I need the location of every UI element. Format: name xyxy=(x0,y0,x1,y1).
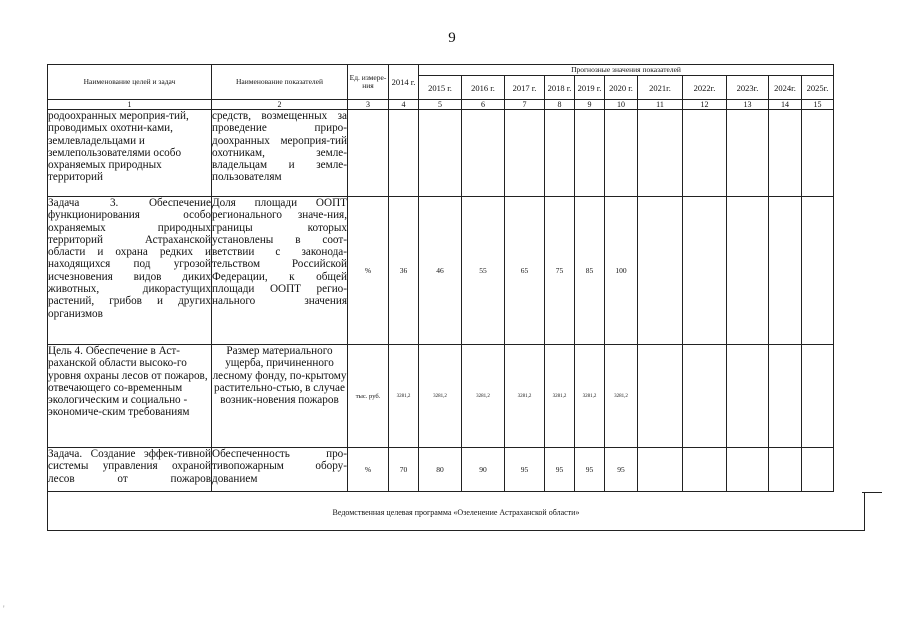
indicators-table xyxy=(47,64,834,492)
forecast-cell xyxy=(638,110,683,197)
header-year: 2016 г. xyxy=(462,76,505,100)
forecast-cell xyxy=(769,448,802,492)
forecast-cell: 3281,2 xyxy=(605,345,638,448)
forecast-cell: 65 xyxy=(505,197,545,345)
forecast-cell: 46 xyxy=(419,197,462,345)
indicator-cell: Доля площади ООПТ регионального значе-ния, границы которых установлены в соот-ветствии с законода-тельством Российской Федерации, к общей площади ООПТ регио-нального значения xyxy=(212,197,348,345)
column-number: 4 xyxy=(389,100,419,110)
forecast-cell: 3281,2 xyxy=(545,345,575,448)
forecast-cell xyxy=(769,197,802,345)
header-year: 2017 г. xyxy=(505,76,545,100)
table-edge-line xyxy=(862,492,882,493)
table-row xyxy=(48,197,834,345)
unit-cell xyxy=(348,110,389,197)
forecast-cell xyxy=(802,345,834,448)
column-number: 3 xyxy=(348,100,389,110)
column-number: 5 xyxy=(419,100,462,110)
forecast-cell xyxy=(575,110,605,197)
header-unit: Ед. измере-ния xyxy=(348,65,389,100)
forecast-cell xyxy=(769,345,802,448)
header-year: 2022г. xyxy=(683,76,727,100)
forecast-cell xyxy=(802,110,834,197)
forecast-cell xyxy=(638,448,683,492)
base-value-cell xyxy=(389,110,419,197)
forecast-cell xyxy=(802,197,834,345)
forecast-cell xyxy=(462,110,505,197)
forecast-cell: 95 xyxy=(575,448,605,492)
header-year: 2025г. xyxy=(802,76,834,100)
forecast-cell: 90 xyxy=(462,448,505,492)
forecast-cell xyxy=(505,110,545,197)
forecast-cell: 3281,2 xyxy=(419,345,462,448)
column-number: 11 xyxy=(638,100,683,110)
forecast-cell: 95 xyxy=(605,448,638,492)
column-number: 10 xyxy=(605,100,638,110)
program-title: Ведомственная целевая программа «Озеленение Астраханской области» xyxy=(332,508,580,517)
header-forecast: Прогнозные значения показателей xyxy=(419,65,834,76)
table-row xyxy=(48,345,834,448)
header-base-year: 2014 г. xyxy=(389,65,419,100)
margin-mark: ' xyxy=(3,604,5,614)
column-number: 1 xyxy=(48,100,212,110)
forecast-cell xyxy=(727,110,769,197)
unit-cell: % xyxy=(348,448,389,492)
column-number: 14 xyxy=(769,100,802,110)
column-number: 9 xyxy=(575,100,605,110)
forecast-cell xyxy=(727,197,769,345)
forecast-cell xyxy=(605,110,638,197)
header-year: 2024г. xyxy=(769,76,802,100)
forecast-cell xyxy=(727,448,769,492)
forecast-cell xyxy=(683,448,727,492)
forecast-cell: 55 xyxy=(462,197,505,345)
header-year: 2021г. xyxy=(638,76,683,100)
forecast-cell xyxy=(802,448,834,492)
column-number: 15 xyxy=(802,100,834,110)
forecast-cell: 95 xyxy=(545,448,575,492)
header-indicators: Наименование показателей xyxy=(212,65,348,100)
forecast-cell xyxy=(638,345,683,448)
forecast-cell xyxy=(683,110,727,197)
forecast-cell: 3281,2 xyxy=(505,345,545,448)
goal-cell: Задача 3. Обеспечение функционирования особо охраняемых природных территорий Астраханской области и охрана редких и находящихся под угрозой исчезновения видов диких животных, дикорастущих растений, грибов и других организмов xyxy=(48,197,212,345)
indicator-cell: Размер материального ущерба, причиненного лесному фонду, по-крытому растительно-стью, в случае возник-новения пожаров xyxy=(212,345,348,448)
base-value-cell: 70 xyxy=(389,448,419,492)
goal-cell: родоохранных мероприя-тий, проводимых охотни-ками, землевладельцами и землепользователями особо охраняемых природных территорий xyxy=(48,110,212,197)
forecast-cell: 3281,2 xyxy=(462,345,505,448)
forecast-cell: 80 xyxy=(419,448,462,492)
column-number: 8 xyxy=(545,100,575,110)
column-number: 7 xyxy=(505,100,545,110)
base-value-cell: 3281,2 xyxy=(389,345,419,448)
forecast-cell: 100 xyxy=(605,197,638,345)
forecast-cell: 3281,2 xyxy=(575,345,605,448)
column-number: 6 xyxy=(462,100,505,110)
forecast-cell xyxy=(769,110,802,197)
forecast-cell: 95 xyxy=(505,448,545,492)
forecast-cell xyxy=(727,345,769,448)
column-number: 12 xyxy=(683,100,727,110)
header-goals: Наименование целей и задач xyxy=(48,65,212,100)
forecast-cell xyxy=(638,197,683,345)
column-number: 2 xyxy=(212,100,348,110)
header-year: 2015 г. xyxy=(419,76,462,100)
forecast-cell xyxy=(545,110,575,197)
forecast-cell xyxy=(683,197,727,345)
forecast-cell xyxy=(683,345,727,448)
header-year: 2020 г. xyxy=(605,76,638,100)
goal-cell: Задача. Создание эффек-тивной системы управления охраной лесов от пожаров xyxy=(48,448,212,492)
forecast-cell: 75 xyxy=(545,197,575,345)
indicator-cell: средств, возмещенных за проведение приро-доохранных мероприя-тий охотникам, земле-владельцам и земле-пользователям xyxy=(212,110,348,197)
forecast-cell xyxy=(419,110,462,197)
table-row xyxy=(48,110,834,197)
indicator-cell: Обеспеченность про-тивопожарным обору-дованием xyxy=(212,448,348,492)
program-title-box xyxy=(47,492,865,531)
header-year: 2018 г. xyxy=(545,76,575,100)
table-row xyxy=(48,448,834,492)
unit-cell: % xyxy=(348,197,389,345)
header-year: 2019 г. xyxy=(575,76,605,100)
goal-cell: Цель 4. Обеспечение в Аст-раханской области высоко-го уровня охраны лесов от пожаров, отвечающего со-временным экологическим и социально - экономиче-ским требованиям xyxy=(48,345,212,448)
page-number: 9 xyxy=(448,30,456,46)
base-value-cell: 36 xyxy=(389,197,419,345)
unit-cell: тыс. руб. xyxy=(348,345,389,448)
forecast-cell: 85 xyxy=(575,197,605,345)
column-number: 13 xyxy=(727,100,769,110)
header-year: 2023г. xyxy=(727,76,769,100)
